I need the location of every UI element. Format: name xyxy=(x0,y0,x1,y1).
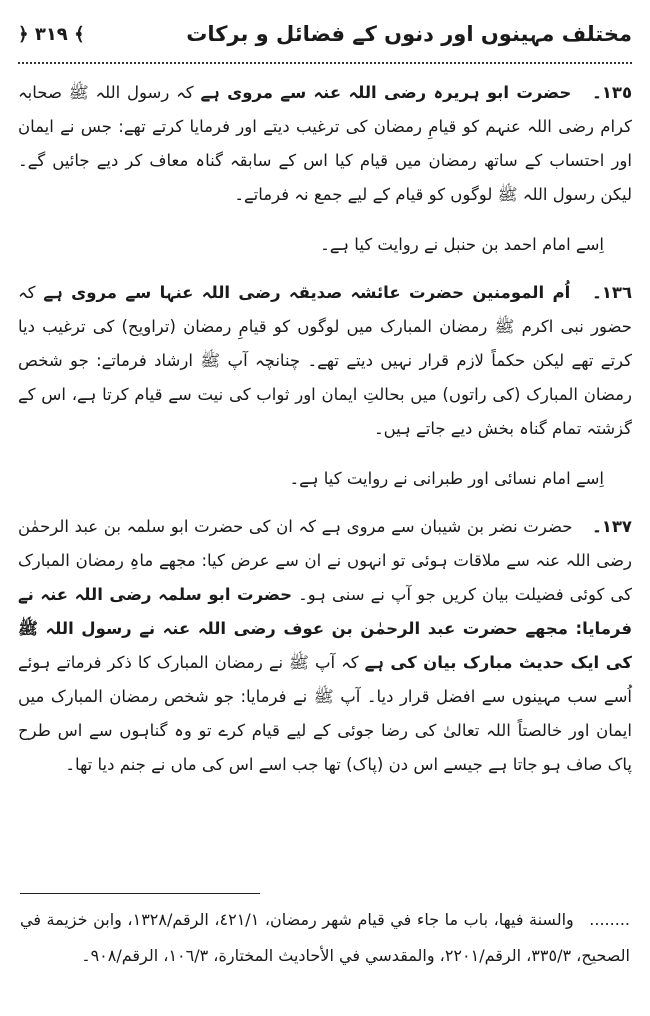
page-number: ﴾ ٣١٩ ﴿ xyxy=(18,23,85,45)
hadith-text: کہ رسول اللہ ﷺ صحابہ کرام رضی اللہ عنہم کو قیامِ رمضان کی ترغیب دیتے اور فرمایا کرتے تھے: جس نے ایمان اور احتساب کے ساتھ رمضان میں قیام کیا اس کے سابقہ گناہ معاف کر دیے جائیں گے۔ لیکن رسول اللہ ﷺ لوگوں کو قیام کے لیے جمع نہ فرماتے۔ xyxy=(18,83,632,204)
hadith-text-part2: کہ آپ ﷺ نے رمضان المبارک کا ذکر فرماتے ہوئے اُسے سب مہینوں سے افضل قرار دیا۔ آپ ﷺ نے فرمایا: جو شخص رمضان المبارک میں ایمان اور خالصتاً اللہ تعالیٰ کی رضا جوئی کے لیے قیام کرے تو وہ گناہوں سے اس طرح پاک صاف ہو جاتا ہے جیسے اس دن (پاک) تھا جب اسے اس کی ماں نے جنم دیا تھا۔ xyxy=(18,653,632,774)
hadith-137 xyxy=(18,510,632,782)
hadith-135-citation: اِسے امام احمد بن حنبل نے روایت کیا ہے۔ xyxy=(320,235,604,254)
hadith-136-citation: اِسے امام نسائی اور طبرانی نے روایت کیا ہے۔ xyxy=(289,469,604,488)
main-text xyxy=(18,76,632,782)
hadith-number: ١٣٦۔ xyxy=(592,283,633,302)
running-header xyxy=(18,14,632,54)
header-dotted-rule xyxy=(18,62,632,64)
hadith-text-part1: حضرت نضر بن شیبان سے مروی ہے کہ ان کی حضرت ابو سلمہ بن عبد الرحمٰن رضی اللہ عنہ سے ملاقات ہوئی تو انہوں نے ان سے عرض کیا: مجھے ماہِ رمضان المبارک کی کوئی فضیلت بیان کریں جو آپ نے سنی ہو۔ xyxy=(18,517,632,604)
footnote xyxy=(20,902,630,974)
hadith-number: ١٣٧۔ xyxy=(592,517,632,536)
hadith-opening: حضرت ابو ہریرہ رضی اللہ عنہ سے مروی ہے xyxy=(200,83,572,102)
footnote-rule xyxy=(20,893,260,894)
hadith-bold-quote: حضرت ابو سلمہ رضی اللہ عنہ نے فرمایا: مجھے حضرت عبد الرحمٰن بن عوف رضی اللہ عنہ نے رسول اللہ ﷺ کی ایک حدیث مبارک بیان کی ہے xyxy=(18,585,632,672)
hadith-opening: اُم المومنین حضرت عائشہ صدیقہ رضی اللہ عنہا سے مروی ہے xyxy=(43,283,571,302)
footnote-text: والسنة فيها، باب ما جاء في قيام شهر رمضان، ٤٢١/١، الرقم/١٣٢٨، وابن خزيمة في الصحيح، ٣٣٥/٣، الرقم/٢٢٠١، والمقدسي في الأحاديث المختارة، ١٠٦/٣، الرقم/٩٠٨۔ xyxy=(20,910,630,965)
hadith-135 xyxy=(18,76,632,212)
hadith-number: ١٣٥۔ xyxy=(592,83,633,102)
footnote-dots: ........ xyxy=(589,910,630,929)
running-title: مختلف مہینوں اور دنوں کے فضائل و برکات xyxy=(186,22,632,46)
hadith-text: کہ حضور نبی اکرم ﷺ رمضان المبارک میں لوگوں کو قیامِ رمضان (تراویح) کی ترغیب دیا کرتے تھے لیکن حکماً لازم قرار نہیں دیتے تھے۔ چنانچہ آپ ﷺ ارشاد فرماتے: جو شخص رمضان المبارک (کی راتوں) میں بحالتِ ایمان اور ثواب کی نیت سے قیام کرتا ہے، اس کے گزشتہ تمام گناہ بخش دیے جاتے ہیں۔ xyxy=(18,283,632,438)
hadith-136 xyxy=(18,276,632,446)
